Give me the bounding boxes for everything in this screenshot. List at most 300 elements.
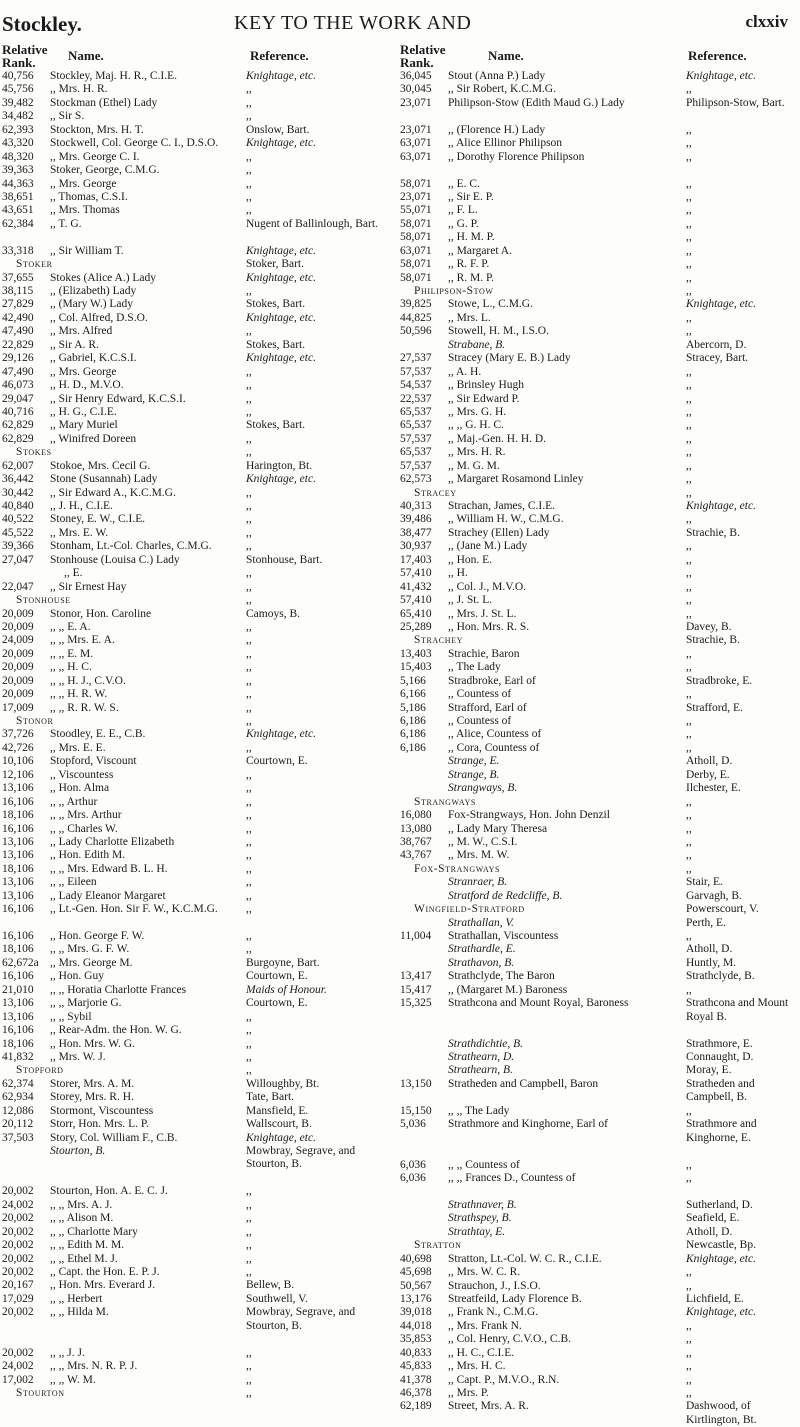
relative-rank: 43,767 xyxy=(400,849,432,862)
reference: ,, xyxy=(246,876,252,889)
reference: ,, xyxy=(246,110,252,123)
entry-name: Storey, Mrs. R. H. xyxy=(50,1091,134,1104)
entry-name: ,, Mrs. Thomas xyxy=(50,204,120,217)
index-entry xyxy=(400,769,796,782)
index-entry xyxy=(2,191,385,204)
reference: Stoker, Bart. xyxy=(246,258,304,271)
entry-name: ,, H. M. P. xyxy=(448,231,495,244)
index-entry xyxy=(2,204,385,217)
relative-rank: 20,112 xyxy=(2,1118,34,1131)
reference: ,, xyxy=(246,1252,252,1265)
reference: ,, xyxy=(686,594,692,607)
relative-rank: 13,150 xyxy=(400,1077,432,1090)
entry-name: ,, Sir A. R. xyxy=(50,338,99,351)
reference: Stair, E. xyxy=(686,876,723,889)
relative-rank: 20,009 xyxy=(2,647,34,660)
index-entry xyxy=(2,943,385,956)
index-entry xyxy=(2,527,385,540)
entry-name: ,, E. C. xyxy=(448,177,480,190)
relative-rank: 20,009 xyxy=(2,607,34,620)
index-entry xyxy=(2,178,385,191)
index-entry xyxy=(400,1320,796,1333)
reference: ,, xyxy=(686,1279,692,1292)
index-entry xyxy=(400,1064,796,1077)
relative-rank: 20,167 xyxy=(2,1279,34,1292)
index-entry xyxy=(400,1172,796,1199)
reference: Strafford, E. xyxy=(686,701,743,714)
relative-rank: 12,086 xyxy=(2,1104,34,1117)
relative-rank: 13,403 xyxy=(400,647,432,660)
index-entry xyxy=(400,755,796,768)
relative-rank: 65,537 xyxy=(400,419,432,432)
relative-rank: 44,825 xyxy=(400,311,432,324)
index-entry xyxy=(2,997,385,1010)
reference: ,, xyxy=(246,620,252,633)
entry-name: ,, Hon. Edith M. xyxy=(50,849,126,862)
reference: ,, xyxy=(686,405,692,418)
reference: ,, xyxy=(246,190,252,203)
index-entry xyxy=(400,178,796,191)
reference: ,, xyxy=(246,661,252,674)
index-entry xyxy=(400,204,796,217)
relative-rank: 16,106 xyxy=(2,1024,34,1037)
reference: ,, xyxy=(246,1064,252,1077)
entry-name: Strathcona and Mount Royal, Baroness xyxy=(448,997,629,1010)
relative-rank: 57,537 xyxy=(400,365,432,378)
reference: Powerscourt, V. xyxy=(686,903,759,916)
entry-name: ,, Sir Edward P. xyxy=(448,392,520,405)
index-entry xyxy=(2,1011,385,1024)
index-entry xyxy=(400,957,796,970)
index-entry xyxy=(400,903,796,916)
entry-name: Strathspey, B. xyxy=(448,1212,512,1225)
relative-rank: 40,833 xyxy=(400,1346,432,1359)
reference: ,, xyxy=(686,553,692,566)
entry-name: ,, Sir Henry Edward, K.C.S.I. xyxy=(50,392,186,405)
entry-name: ,, Mrs. George M. xyxy=(50,956,133,969)
relative-rank: 65,537 xyxy=(400,405,432,418)
reference: ,, xyxy=(246,1198,252,1211)
reference: ,, xyxy=(686,983,692,996)
relative-rank: 63,071 xyxy=(400,244,432,257)
reference: Perth, E. xyxy=(686,916,726,929)
index-entry xyxy=(400,836,796,849)
reference: ,, xyxy=(246,580,252,593)
relative-rank: 57,410 xyxy=(400,594,432,607)
reference: ,, xyxy=(686,258,692,271)
entry-name: ,, (Mary W.) Lady xyxy=(50,298,134,311)
index-entry xyxy=(400,1159,796,1172)
index-entry xyxy=(400,339,796,352)
relative-rank: 13,106 xyxy=(2,876,34,889)
relative-rank: 38,651 xyxy=(2,190,34,203)
running-head-left: Stockley. xyxy=(2,12,82,36)
entry-name: Strange, E. xyxy=(448,755,500,768)
relative-rank: 12,106 xyxy=(2,768,34,781)
index-entry xyxy=(400,1280,796,1293)
relative-rank: 24,009 xyxy=(2,634,34,647)
family-heading: Stokes xyxy=(16,446,52,459)
reference: ,, xyxy=(246,405,252,418)
reference: Atholl, D. xyxy=(686,943,733,956)
relative-rank: 15,150 xyxy=(400,1104,432,1117)
entry-name: ,, Maj.-Gen. H. H. D. xyxy=(448,432,547,445)
relative-rank: 29,126 xyxy=(2,352,34,365)
reference: Maids of Honour. xyxy=(246,983,327,996)
entry-name: Stranraer, B. xyxy=(448,876,508,889)
reference: ,, xyxy=(246,365,252,378)
entry-name: Strathallan, Viscountess xyxy=(448,930,559,943)
entry-name: ,, Margaret A. xyxy=(448,244,512,257)
reference: ,, xyxy=(686,150,692,163)
page-header xyxy=(0,6,800,40)
reference: Derby, E. xyxy=(686,768,730,781)
index-entry xyxy=(2,1279,385,1292)
reference: ,, xyxy=(686,1360,692,1373)
relative-rank: 23,071 xyxy=(400,123,432,136)
reference: ,, xyxy=(246,1212,252,1225)
relative-rank: 62,573 xyxy=(400,473,432,486)
index-entry xyxy=(2,513,385,526)
reference: ,, xyxy=(246,177,252,190)
entry-name: ,, (Jane M.) Lady xyxy=(448,540,528,553)
reference: ,, xyxy=(246,634,252,647)
reference: ,, xyxy=(246,513,252,526)
index-entry xyxy=(2,957,385,970)
index-entry xyxy=(400,473,796,486)
relative-rank: 39,363 xyxy=(2,164,34,177)
relative-rank: 39,366 xyxy=(2,540,34,553)
index-entry xyxy=(400,527,796,540)
index-entry xyxy=(2,1374,385,1387)
index-entry xyxy=(400,325,796,338)
entry-name: ,, ,, Mrs. Arthur xyxy=(50,809,122,822)
index-entry xyxy=(2,419,385,432)
entry-name: ,, Brinsley Hugh xyxy=(448,379,525,392)
relative-rank: 40,698 xyxy=(400,1252,432,1265)
relative-rank: 58,071 xyxy=(400,217,432,230)
relative-rank: 13,106 xyxy=(2,835,34,848)
entry-name: ,, A. H. xyxy=(448,365,482,378)
index-entry xyxy=(2,661,385,674)
reference: Stratheden and Campbell, B. xyxy=(686,1077,755,1104)
relative-rank: 13,106 xyxy=(2,997,34,1010)
index-entry xyxy=(400,688,796,701)
index-entry xyxy=(2,554,385,567)
entry-name: ,, H. C., C.I.E. xyxy=(448,1346,515,1359)
index-entry xyxy=(400,151,796,178)
index-entry xyxy=(400,634,796,647)
index-entry xyxy=(2,608,385,621)
family-heading: Stourton xyxy=(16,1386,65,1399)
relative-rank: 30,442 xyxy=(2,486,34,499)
entry-name: ,, Mrs. George C. I. xyxy=(50,150,140,163)
index-entry xyxy=(400,1212,796,1225)
entry-name: Stockman (Ethel) Lady xyxy=(50,96,158,109)
entry-name: ,, ,, J. J. xyxy=(50,1346,85,1359)
index-entry xyxy=(400,1306,796,1319)
index-entry xyxy=(400,715,796,728)
relative-rank: 18,106 xyxy=(2,809,34,822)
reference: ,, xyxy=(246,768,252,781)
index-entry xyxy=(400,1293,796,1306)
reference: ,, xyxy=(686,123,692,136)
reference: ,, xyxy=(246,446,252,459)
reference-header: Reference. xyxy=(688,48,747,63)
reference: Willoughby, Bt. xyxy=(246,1077,320,1090)
relative-rank: 23,071 xyxy=(400,190,432,203)
reference: Knightage, etc. xyxy=(246,271,316,284)
index-entry xyxy=(2,1347,385,1360)
entry-name: ,, ,, Alison M. xyxy=(50,1212,114,1225)
entry-name: Stracey (Mary E. B.) Lady xyxy=(448,352,571,365)
index-entry xyxy=(2,97,385,110)
entry-name: Strachie, Baron xyxy=(448,647,520,660)
relative-rank: 6,166 xyxy=(400,688,426,701)
index-entry xyxy=(2,137,385,150)
index-entry xyxy=(400,231,796,244)
reference: ,, xyxy=(246,849,252,862)
entry-name: ,, Mrs. H. R. xyxy=(50,83,108,96)
reference: ,, xyxy=(246,1024,252,1037)
index-entry xyxy=(2,272,385,285)
index-entry xyxy=(2,339,385,352)
entry-name: Stonham, Lt.-Col. Charles, C.M.G. xyxy=(50,540,212,553)
index-entry xyxy=(400,1360,796,1373)
entry-name: ,, Viscountess xyxy=(50,768,114,781)
relative-rank: 6,036 xyxy=(400,1171,426,1184)
relative-rank: 37,503 xyxy=(2,1131,34,1144)
relative-rank: 5,036 xyxy=(400,1118,426,1131)
relative-rank: 27,537 xyxy=(400,352,432,365)
entry-name: ,, ,, Marjorie G. xyxy=(50,997,122,1010)
entry-name: ,, Hon. Mrs. Everard J. xyxy=(50,1279,156,1292)
index-entry xyxy=(2,1064,385,1077)
reference: ,, xyxy=(246,83,252,96)
index-entry xyxy=(400,460,796,473)
index-entry xyxy=(400,272,796,285)
reference: ,, xyxy=(246,1360,252,1373)
entry-name: Story, Col. William F., C.B. xyxy=(50,1131,178,1144)
relative-rank: 45,833 xyxy=(400,1360,432,1373)
index-entry xyxy=(2,460,385,473)
index-entry xyxy=(400,849,796,862)
reference: Harington, Bt. xyxy=(246,459,313,472)
entry-name: ,, Sir Edward A., K.C.M.G. xyxy=(50,486,176,499)
index-entry xyxy=(400,809,796,822)
relative-rank: 27,829 xyxy=(2,298,34,311)
relative-rank: 35,853 xyxy=(400,1333,432,1346)
entry-name: Stonhouse (Louisa C.) Lady xyxy=(50,553,180,566)
relative-rank: 45,522 xyxy=(2,526,34,539)
relative-rank: 30,937 xyxy=(400,540,432,553)
family-heading: Stonor xyxy=(16,715,54,728)
relative-rank: 24,002 xyxy=(2,1198,34,1211)
reference: ,, xyxy=(686,688,692,701)
index-entry xyxy=(400,446,796,459)
entry-name: ,, ,, R. R. W. S. xyxy=(50,701,119,714)
reference: Abercorn, D. xyxy=(686,338,747,351)
reference: Knightage, etc. xyxy=(686,298,756,311)
index-entry xyxy=(400,1105,796,1118)
relative-rank: 62,007 xyxy=(2,459,34,472)
relative-rank: 16,106 xyxy=(2,903,34,916)
reference: ,, xyxy=(686,607,692,620)
reference: ,, xyxy=(686,204,692,217)
relative-rank: 39,825 xyxy=(400,298,432,311)
relative-rank: 37,655 xyxy=(2,271,34,284)
index-entry xyxy=(400,218,796,231)
entry-name: ,, Mrs. E. W. xyxy=(50,526,109,539)
index-entry xyxy=(2,487,385,500)
reference: ,, xyxy=(686,795,692,808)
reference: Strachie, B. xyxy=(686,634,740,647)
reference: Lichfield, E. xyxy=(686,1292,744,1305)
entry-name: ,, Rear-Adm. the Hon. W. G. xyxy=(50,1024,182,1037)
index-entry xyxy=(400,298,796,311)
index-entry xyxy=(400,702,796,715)
relative-rank: 44,018 xyxy=(400,1319,432,1332)
entry-name: Stourton, Hon. A. E. C. J. xyxy=(50,1185,168,1198)
entry-name: Stoker, George, C.M.G. xyxy=(50,164,160,177)
relative-rank: 11,004 xyxy=(400,930,432,943)
reference: ,, xyxy=(246,567,252,580)
relative-rank: 10,106 xyxy=(2,755,34,768)
relative-rank: 39,486 xyxy=(400,513,432,526)
entry-name: Stokes (Alice A.) Lady xyxy=(50,271,157,284)
reference: ,, xyxy=(246,782,252,795)
reference: Knightage, etc. xyxy=(246,728,316,741)
index-entry xyxy=(2,500,385,513)
reference: Atholl, D. xyxy=(686,1225,733,1238)
index-entry xyxy=(2,809,385,822)
entry-name: ,, H. D., M.V.O. xyxy=(50,379,124,392)
entry-name: ,, ,, Eileen xyxy=(50,876,97,889)
reference: Knightage, etc. xyxy=(246,311,316,324)
entry-name: Strangways, B. xyxy=(448,782,518,795)
entry-name: ,, Mrs. W. J. xyxy=(50,1050,106,1063)
reference: ,, xyxy=(246,943,252,956)
entry-name: Stokoe, Mrs. Cecil G. xyxy=(50,459,151,472)
reference: ,, xyxy=(246,701,252,714)
entry-name: Strathmore and Kinghorne, Earl of xyxy=(448,1118,608,1131)
index-entry xyxy=(400,876,796,889)
index-entry xyxy=(2,1360,385,1373)
relative-rank: 16,106 xyxy=(2,795,34,808)
reference: ,, xyxy=(686,231,692,244)
reference: Atholl, D. xyxy=(686,755,733,768)
index-entry xyxy=(2,1239,385,1252)
reference: ,, xyxy=(686,325,692,338)
entry-name: Strathallan, V. xyxy=(448,916,514,929)
relative-rank: 62,384 xyxy=(2,217,34,230)
index-entry xyxy=(2,1387,385,1400)
reference: ,, xyxy=(246,809,252,822)
index-entry xyxy=(400,1400,796,1427)
relative-rank: 40,522 xyxy=(2,513,34,526)
index-entry xyxy=(400,70,796,83)
reference: ,, xyxy=(686,419,692,432)
reference: ,, xyxy=(246,1050,252,1063)
entry-name: ,, Hon. E. xyxy=(448,553,493,566)
reference: ,, xyxy=(686,809,692,822)
relative-rank: 18,106 xyxy=(2,943,34,956)
relative-rank: 54,537 xyxy=(400,379,432,392)
reference: Stradbroke, E. xyxy=(686,674,753,687)
index-entry xyxy=(2,124,385,137)
entry-name: ,, ,, Herbert xyxy=(50,1292,103,1305)
entry-name: Strathearn, B. xyxy=(448,1064,513,1077)
index-entry xyxy=(400,742,796,755)
reference: Burgoyne, Bart. xyxy=(246,956,320,969)
index-entry xyxy=(400,379,796,392)
index-entry xyxy=(400,137,796,150)
index-entry xyxy=(400,782,796,795)
relative-rank: 20,002 xyxy=(2,1185,34,1198)
relative-rank: 16,106 xyxy=(2,930,34,943)
index-entry xyxy=(400,352,796,365)
entry-name: ,, Winifred Doreen xyxy=(50,432,137,445)
entry-name: ,, H. G., C.I.E. xyxy=(50,405,117,418)
index-entry xyxy=(400,513,796,526)
entry-name: ,, Countess of xyxy=(448,715,512,728)
index-entry xyxy=(400,890,796,903)
index-entry xyxy=(2,379,385,392)
reference: ,, xyxy=(246,889,252,902)
relative-rank: 55,071 xyxy=(400,204,432,217)
relative-rank: 17,403 xyxy=(400,553,432,566)
relative-rank: 16,106 xyxy=(2,822,34,835)
entry-name: ,, (Florence H.) Lady xyxy=(448,123,546,136)
entry-name: Strachan, James, C.I.E. xyxy=(448,500,555,513)
entry-name: ,, ,, Charles W. xyxy=(50,822,118,835)
relative-rank: 34,482 xyxy=(2,110,34,123)
index-entry xyxy=(400,97,796,124)
running-head-center: KEY TO THE WORK AND xyxy=(234,12,472,34)
reference: Moray, E. xyxy=(686,1064,732,1077)
entry-name: ,, Thomas, C.S.I. xyxy=(50,190,128,203)
name-header: Name. xyxy=(68,48,104,63)
index-entry xyxy=(400,1038,796,1051)
relative-rank: 62,374 xyxy=(2,1077,34,1090)
reference: ,, xyxy=(686,715,692,728)
entry-name: ,, Mrs. J. St. L. xyxy=(448,607,517,620)
relative-rank: 58,071 xyxy=(400,258,432,271)
family-heading: Stoker xyxy=(16,258,53,271)
entry-name: Stoney, E. W., C.I.E. xyxy=(50,513,146,526)
reference: Connaught, D. xyxy=(686,1051,754,1063)
entry-name: ,, F. L. xyxy=(448,204,478,217)
index-entry xyxy=(2,366,385,379)
index-entry xyxy=(400,1118,796,1158)
index-entry xyxy=(2,1132,385,1145)
index-entry xyxy=(2,433,385,446)
index-entry xyxy=(400,648,796,661)
index-entry xyxy=(2,769,385,782)
relative-rank: 33,318 xyxy=(2,244,34,257)
reference: Wallscourt, B. xyxy=(246,1118,312,1131)
relative-rank: 30,045 xyxy=(400,83,432,96)
entry-name: ,, Mrs. George xyxy=(50,177,117,190)
family-heading: Stratton xyxy=(414,1239,462,1252)
reference: Strachie, B. xyxy=(686,526,740,539)
entry-name: ,, Alice, Countess of xyxy=(448,728,542,741)
relative-rank: 18,106 xyxy=(2,1037,34,1050)
reference: Knightage, etc. xyxy=(686,500,756,513)
reference: Tate, Bart. xyxy=(246,1091,295,1104)
entry-name: ,, ,, Frances D., Countess of xyxy=(448,1171,576,1184)
index-entry xyxy=(2,1091,385,1104)
